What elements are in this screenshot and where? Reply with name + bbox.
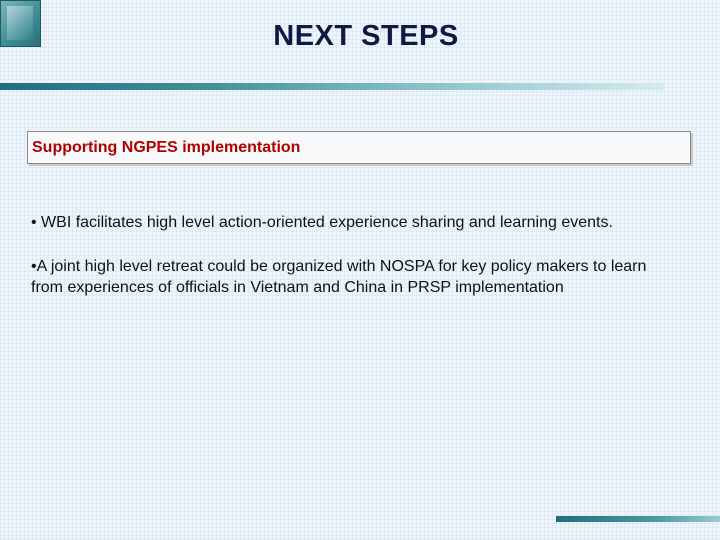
bullet-list — [31, 212, 681, 321]
bullet-item: • WBI facilitates high level action-oriented experience sharing and learning events. — [31, 214, 613, 231]
footer-accent-bar — [556, 516, 720, 522]
subtitle-text: Supporting NGPES implementation — [32, 139, 301, 156]
bullet-item: •A joint high level retreat could be organized with NOSPA for key policy makers to learn from experiences of officials in Vietnam and China in PRSP implementation — [31, 258, 647, 296]
title-divider — [0, 83, 665, 90]
slide-title: NEXT STEPS — [273, 20, 459, 52]
subtitle-box — [27, 131, 691, 164]
